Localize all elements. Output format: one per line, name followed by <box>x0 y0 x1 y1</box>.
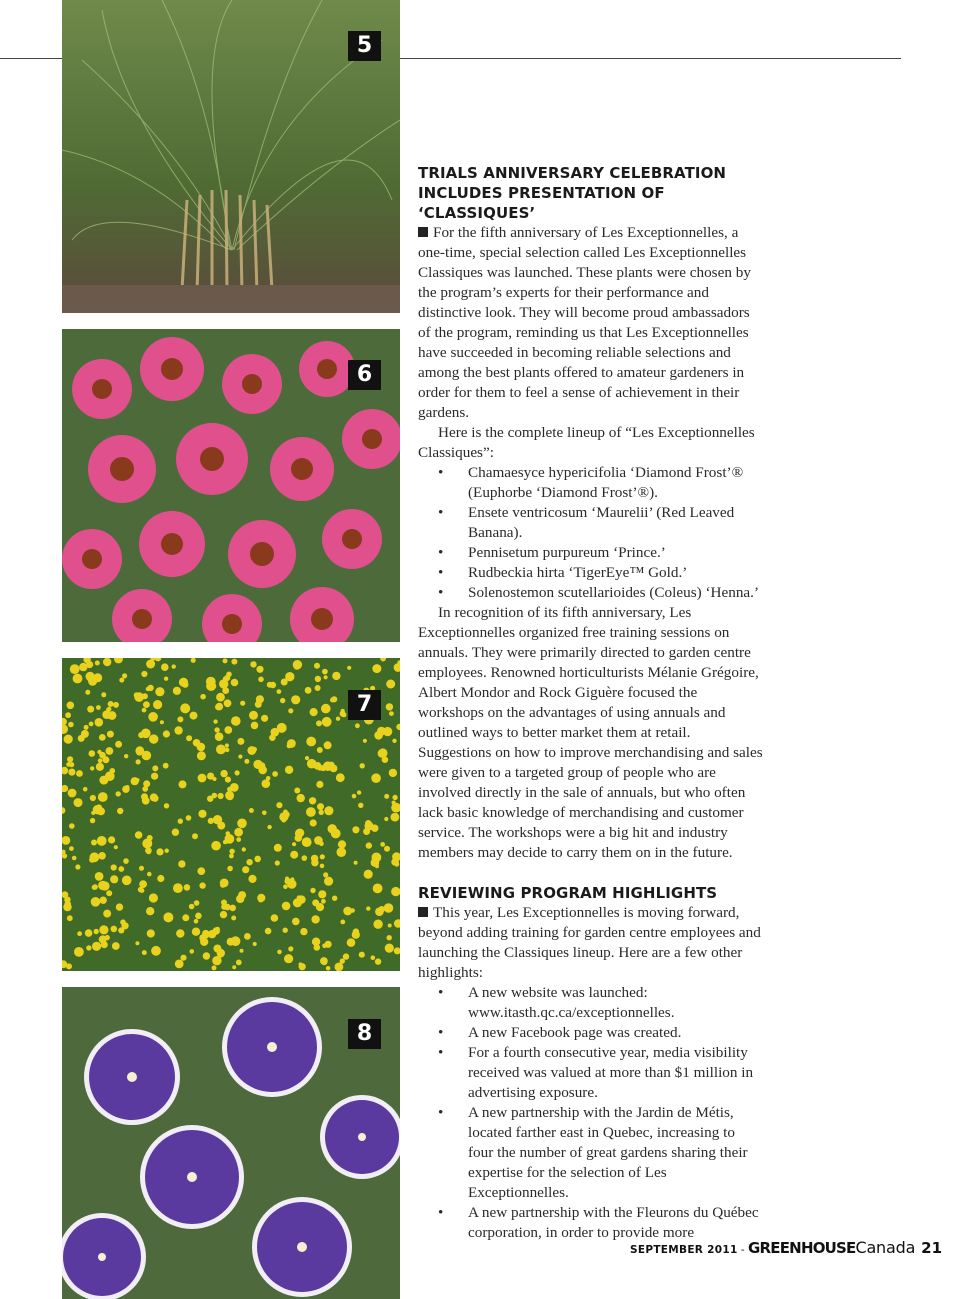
page-footer <box>630 1238 943 1257</box>
issue-date: SEPTEMBER 2011 <box>630 1244 738 1256</box>
list-item: • Solenostemon scutellarioides (Coleus) ‘Henna.’ <box>418 583 763 603</box>
page-number: 21 <box>921 1239 943 1257</box>
paragraph: This year, Les Exceptionnelles is moving forward, beyond adding training for garden centre employees and launching the Classiques lineup. Here are a few other highlights: <box>418 904 761 981</box>
list-item: • A new website was launched: www.itasth.qc.ca/exceptionnelles. <box>418 983 763 1023</box>
header-rule-right <box>400 58 901 59</box>
list-item: • A new Facebook page was created. <box>418 1023 763 1043</box>
paragraph: Here is the complete lineup of “Les Exceptionnelles Classiques”: <box>418 424 755 461</box>
magazine-brand-suffix: Canada <box>855 1238 916 1257</box>
section-heading: REVIEWING PROGRAM HIGHLIGHTS <box>418 884 718 902</box>
photo-number-badge: 6 <box>348 360 381 390</box>
photo-number-badge: 8 <box>348 1019 381 1049</box>
highlights-list <box>418 983 763 1243</box>
square-bullet-icon <box>418 227 428 237</box>
classiques-list <box>418 463 763 603</box>
list-item: • A new partnership with the Jardin de Métis, located farther east in Quebec, increasing to four the number of great gardens sharing their expertise for the selection of Les Exceptionnelles. <box>418 1103 763 1203</box>
list-item: • For a fourth consecutive year, media visibility received was valued at more than $1 million in advertising exposure. <box>418 1043 763 1103</box>
photo-number-badge: 7 <box>348 690 381 720</box>
list-item: • Pennisetum purpureum ‘Prince.’ <box>418 543 763 563</box>
list-item: • Ensete ventricosum ‘Maurelii’ (Red Leaved Banana). <box>418 503 763 543</box>
photo-number-badge: 5 <box>348 31 381 61</box>
header-rule-left <box>0 58 62 59</box>
footer-separator: - <box>737 1244 749 1256</box>
paragraph: In recognition of its fifth anniversary, Les Exceptionnelles organized free training sessions on annuals. They were primarily directed to garden centre employees. Renowned horticulturists Mélanie Grégoire, Albert Mondor and Rock Giguère focused the workshops on the advantages of using annuals and outlined ways to better market them at retail. Suggestions on how to improve merchandising and sales were given to a targeted group of people who are involved directly in the sale of annuals, but who often lack basic knowledge of merchandising and customer service. The workshops were a big hit and industry members may decide to carry them on in the future. <box>418 604 763 861</box>
section-heading: TRIALS ANNIVERSARY CELEBRATION INCLUDES PRESENTATION OF ‘CLASSIQUES’ <box>418 164 727 222</box>
article-body <box>418 163 763 1243</box>
list-item: • A new partnership with the Fleurons du Québec corporation, in order to provide more <box>418 1203 763 1243</box>
list-item: • Rudbeckia hirta ‘TigerEye™ Gold.’ <box>418 563 763 583</box>
square-bullet-icon <box>418 907 428 917</box>
paragraph: For the fifth anniversary of Les Exceptionnelles, a one-time, special selection called Les Exceptionnelles Classiques was launched. These plants were chosen by the program’s experts for their performance and distinctive look. They will become proud ambassadors of the program, reminding us that Les Exceptionnelles have succeeded in becoming reliable selections and among the best plants offered to amateur gardeners in order for them to feel a sense of achievement in their gardens. <box>418 224 751 421</box>
list-item: • Chamaesyce hypericifolia ‘Diamond Frost’® (Euphorbe ‘Diamond Frost’®). <box>418 463 763 503</box>
magazine-brand: GREENHOUSE <box>748 1239 856 1257</box>
